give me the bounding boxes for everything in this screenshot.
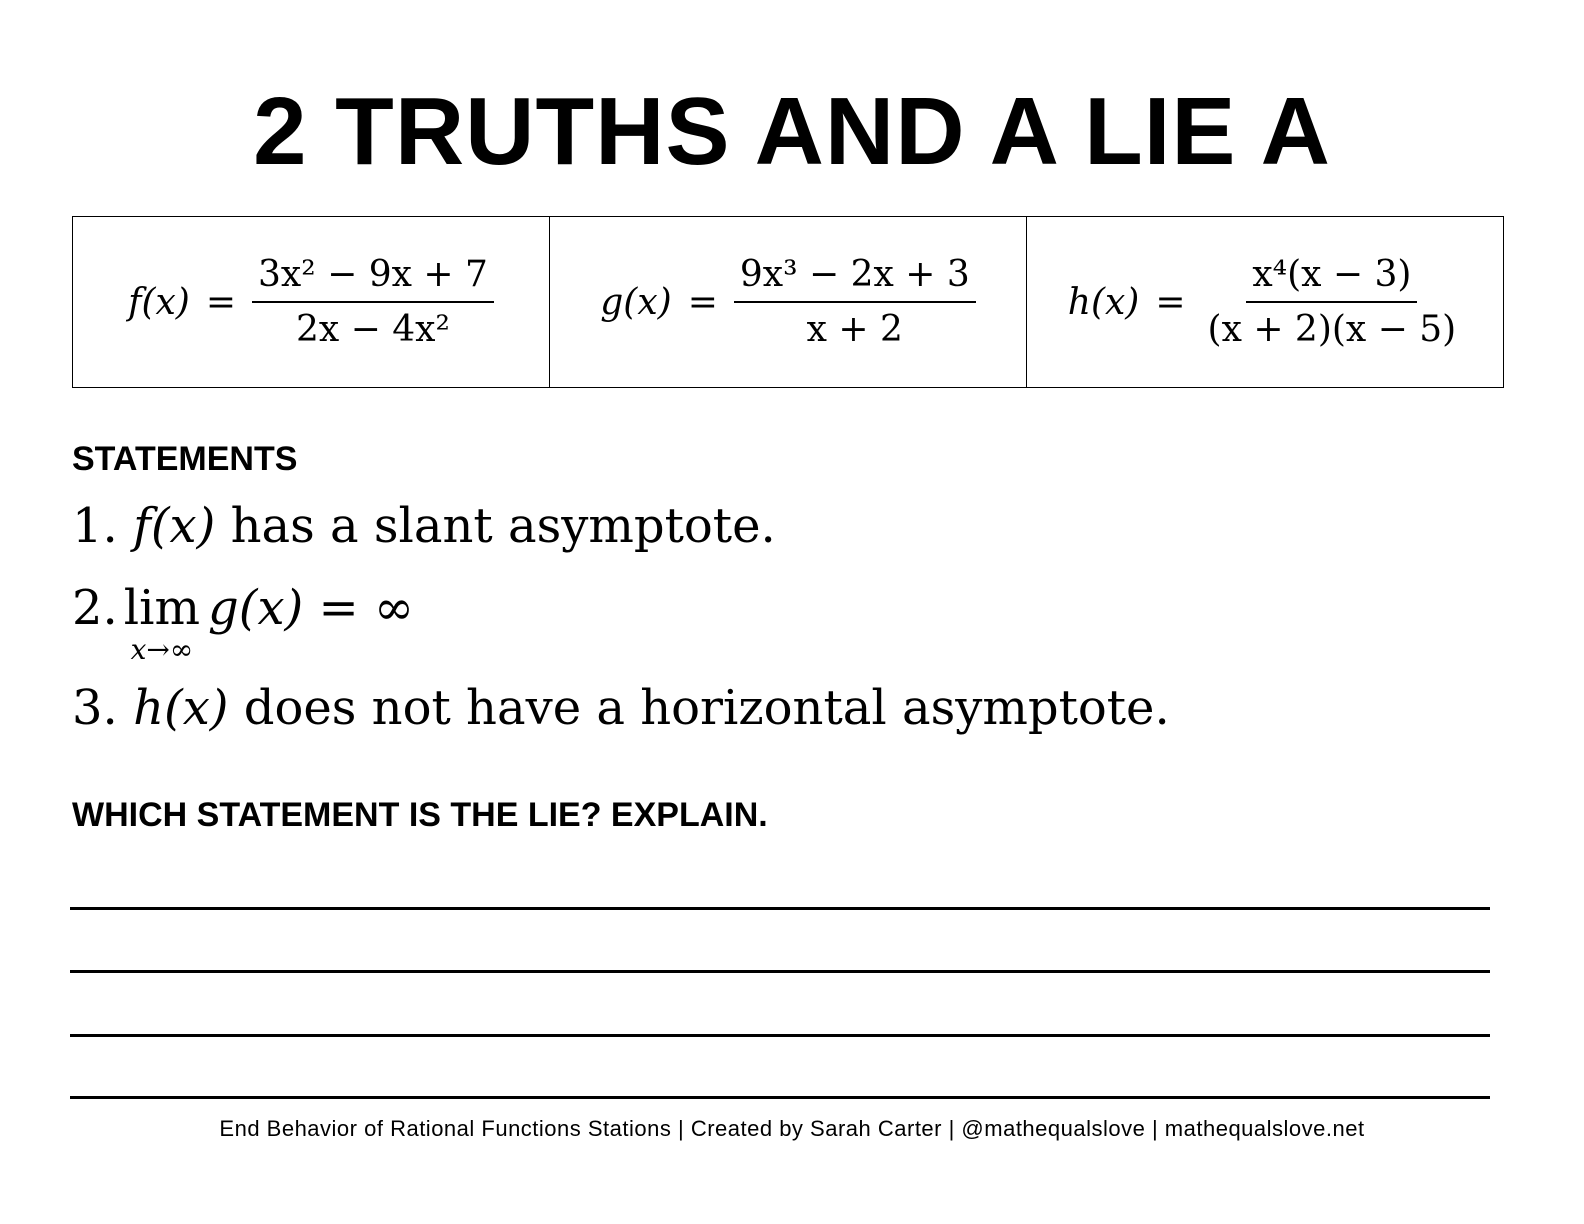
statement-3-text: does not have a horizontal asymptote. bbox=[228, 680, 1170, 736]
function-g-equals: = bbox=[687, 281, 718, 323]
function-f-denominator: 2x − 4x² bbox=[295, 309, 450, 350]
footer-credits: End Behavior of Rational Functions Stations | Created by Sarah Carter | @mathequalslove | mathequalslove.net bbox=[219, 1116, 1365, 1141]
function-f-fraction bbox=[252, 254, 494, 350]
function-g-numerator: 9x³ − 2x + 3 bbox=[734, 254, 976, 303]
statement-1 bbox=[72, 498, 776, 554]
function-h-equals: = bbox=[1155, 281, 1186, 323]
statement-1-function: f(x) bbox=[133, 498, 216, 554]
question-prompt: WHICH STATEMENT IS THE LIE? EXPLAIN. bbox=[72, 796, 768, 834]
answer-line[interactable] bbox=[70, 907, 1490, 910]
function-g-denominator: x + 2 bbox=[806, 309, 903, 350]
statement-3-number: 3. bbox=[72, 680, 118, 736]
answer-line[interactable] bbox=[70, 970, 1490, 973]
statement-3-function: h(x) bbox=[133, 680, 229, 736]
statement-2-number: 2. bbox=[72, 580, 118, 636]
statement-1-number: 1. bbox=[72, 498, 118, 554]
function-h-fraction bbox=[1202, 254, 1463, 350]
function-h-denominator: (x + 2)(x − 5) bbox=[1207, 309, 1457, 350]
function-f-numerator: 3x² − 9x + 7 bbox=[252, 254, 494, 303]
page-title: 2 TRUTHS AND A LIE A bbox=[253, 78, 1331, 185]
statements-heading: STATEMENTS bbox=[72, 440, 298, 478]
statement-2 bbox=[72, 580, 414, 666]
statement-2-text: = ∞ bbox=[303, 580, 414, 636]
function-g-name: g(x) bbox=[600, 281, 672, 323]
statement-2-limit bbox=[123, 580, 201, 666]
statement-2-lim: lim bbox=[123, 580, 201, 636]
function-g-cell bbox=[550, 217, 1027, 387]
answer-line[interactable] bbox=[70, 1034, 1490, 1037]
statement-3 bbox=[72, 680, 1170, 736]
function-h-numerator: x⁴(x − 3) bbox=[1246, 254, 1417, 303]
answer-line[interactable] bbox=[70, 1096, 1490, 1099]
function-f-name: f(x) bbox=[128, 281, 190, 323]
function-h-name: h(x) bbox=[1067, 281, 1140, 323]
statement-2-lim-subscript: x→∞ bbox=[130, 633, 194, 666]
functions-table bbox=[72, 216, 1504, 388]
function-g-fraction bbox=[734, 254, 976, 350]
function-f-equals: = bbox=[205, 281, 237, 323]
function-f-cell bbox=[73, 217, 550, 387]
statement-2-function: g(x) bbox=[208, 580, 304, 636]
function-h-cell bbox=[1027, 217, 1503, 387]
statement-1-text: has a slant asymptote. bbox=[215, 498, 776, 554]
